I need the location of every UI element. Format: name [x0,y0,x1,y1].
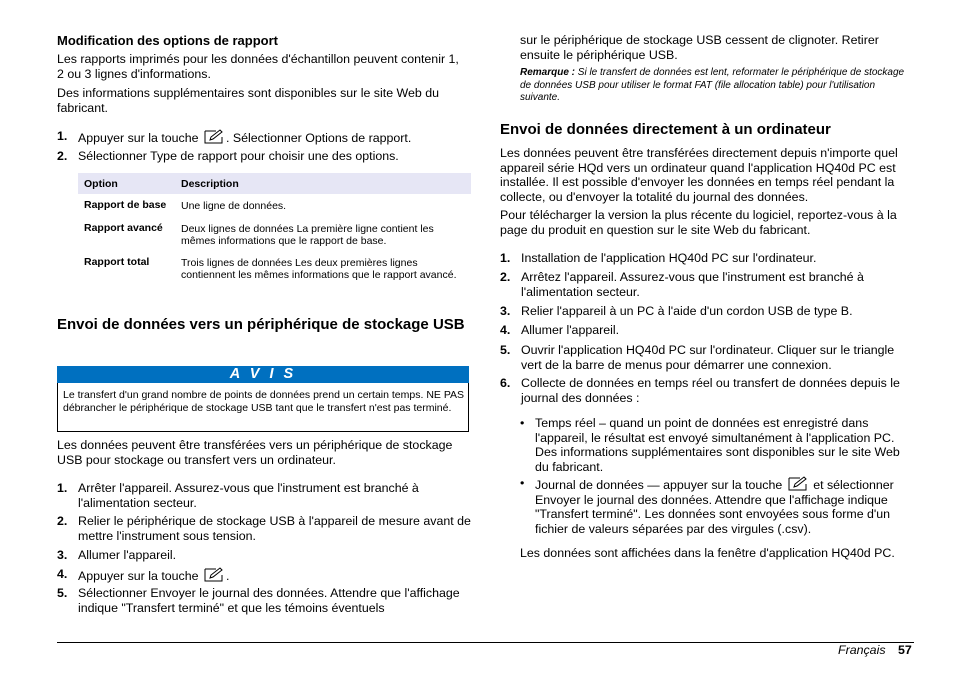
step-number: 1. [57,129,68,143]
avis-heading: A V I S [57,366,469,383]
list-item [57,481,471,510]
bullet-text: et sélectionner Envoyer le journal des données. Attendre que l'affichage indique "Transfert terminé". Les données sont envoyées sous forme d'un fichier de valeurs séparées par des virgules (.csv). [535,478,894,536]
list-item [57,149,471,164]
table-cell-description: Trois lignes de données Les deux premières lignes contiennent les mêmes informations que le rapport avancé. [181,257,457,282]
step-number: 1. [57,481,68,495]
column-header: Description [175,173,471,194]
list-item [57,514,471,543]
list-item [500,251,914,266]
page-number: 57 [898,643,912,657]
table-cell-option: Rapport de base [84,199,167,211]
bullet-item [520,476,914,536]
pencil-edit-icon [202,567,226,583]
step-text: Appuyer sur la touche [78,569,199,583]
paragraph: Les rapports imprimés pour les données d'échantillon peuvent contenir 1, 2 ou 3 lignes d'informations. [57,52,459,81]
step-text: Ouvrir l'application HQ40d PC sur l'ordinateur. Cliquer sur le triangle vert de la barre de menus pour démarrer une connexion. [521,343,895,372]
bullet-text: Journal de données — appuyer sur la touche [535,478,783,492]
step-number: 3. [500,304,511,318]
list-item [57,586,471,615]
footer-language: Français [838,643,886,657]
column-header: Option [78,173,175,194]
paragraph: Les données peuvent être transférées vers un périphérique de stockage USB pour stockage ou transfert vers un ordinateur. [57,438,453,467]
paragraph: Pour télécharger la version la plus récente du logiciel, reportez-vous à la page du produit en question sur le site Web du fabricant. [500,208,897,237]
step-number: 6. [500,376,511,390]
step-text: Relier l'appareil à un PC à l'aide d'un cordon USB de type B. [521,304,853,318]
section-title-computer: Envoi de données directement à un ordinateur [500,121,831,138]
step-number: 2. [57,514,68,528]
paragraph: Les données peuvent être transférées directement depuis n'importe quel appareil série HQd vers un ordinateur quand l'application HQ40d PC est installée. Il est possible d'envoyer les données en temps réel pendant la collecte, ou d'envoyer la totalité du journal des données. [500,146,898,204]
list-item [500,343,914,372]
step-number: 5. [500,343,511,357]
step-number: 2. [57,149,68,163]
step-text: . [226,569,230,583]
table-cell-description: Une ligne de données. [181,200,287,212]
bullet-dot: • [520,476,525,490]
bullet-dot: • [520,416,525,430]
paragraph-continued: sur le périphérique de stockage USB cessent de clignoter. Retirer ensuite le périphérique USB. [520,33,879,62]
pencil-edit-icon [202,129,226,145]
step-text: Allumer l'appareil. [78,548,177,562]
table-cell-option: Rapport total [84,256,150,268]
step-number: 4. [57,567,68,581]
paragraph: Les données sont affichées dans la fenêtre d'application HQ40d PC. [520,546,895,560]
list-item [500,323,914,338]
table-header-row [78,173,471,194]
step-text: . Sélectionner Options de rapport. [226,131,412,145]
list-item [57,548,471,563]
table-row [78,218,471,253]
step-number: 4. [500,323,511,337]
table-cell-description: Deux lignes de données La première ligne contient les mêmes informations que le rapport de base. [181,223,434,248]
step-text: Relier le périphérique de stockage USB à l'appareil de mesure avant de mettre l'instrument sous tension. [78,514,471,543]
table-row [78,253,471,297]
pencil-edit-icon [786,476,810,492]
remark-text: Si le transfert de données est lent, reformater le périphérique de stockage de données USB pour utiliser le format FAT (file allocation table) pour l'utilisation suivante. [520,67,905,103]
step-text: Sélectionner Type de rapport pour choisir une des options. [78,149,399,163]
step-number: 5. [57,586,68,600]
step-text: Installation de l'application HQ40d PC sur l'ordinateur. [521,251,817,265]
options-table [78,173,471,297]
step-number: 2. [500,270,511,284]
bullet-item [520,416,914,474]
step-text: Arrêter l'appareil. Assurez-vous que l'instrument est branché à l'alimentation secteur. [78,481,419,510]
list-item [500,304,914,319]
table-row [78,194,471,218]
step-number: 1. [500,251,511,265]
step-text: Collecte de données en temps réel ou transfert de données depuis le journal des données : [521,376,900,405]
step-number: 3. [57,548,68,562]
step-text: Appuyer sur la touche [78,131,199,145]
step-text: Allumer l'appareil. [521,323,620,337]
remark-note [520,67,914,105]
remark-label: Remarque : [520,67,576,78]
step-text: Arrêtez l'appareil. Assurez-vous que l'instrument est branché à l'alimentation secteur. [521,270,864,299]
step-text: Sélectionner Envoyer le journal des données. Attendre que l'affichage indique "Transfert terminé" et que les témoins éventuels [78,586,460,615]
bullet-text: Temps réel – quand un point de données est enregistré dans l'appareil, le résultat est envoyé simultanément à l'application PC. Des informations supplémentaires sont disponibles sur le site Web du fabricant. [535,416,900,474]
avis-text: Le transfert d'un grand nombre de points de données prend un certain temps. NE PAS débrancher le périphérique de stockage USB tant que le transfert n'est pas terminé. [63,389,465,414]
list-item [500,270,914,299]
section-title-report-options: Modification des options de rapport [57,33,278,48]
list-item [57,129,471,146]
footer-divider [57,642,914,643]
paragraph: Des informations supplémentaires sont disponibles sur le site Web du fabricant. [57,86,440,115]
table-cell-option: Rapport avancé [84,222,163,234]
section-title-usb: Envoi de données vers un périphérique de stockage USB [57,316,465,333]
list-item [500,376,914,405]
list-item [57,567,471,584]
